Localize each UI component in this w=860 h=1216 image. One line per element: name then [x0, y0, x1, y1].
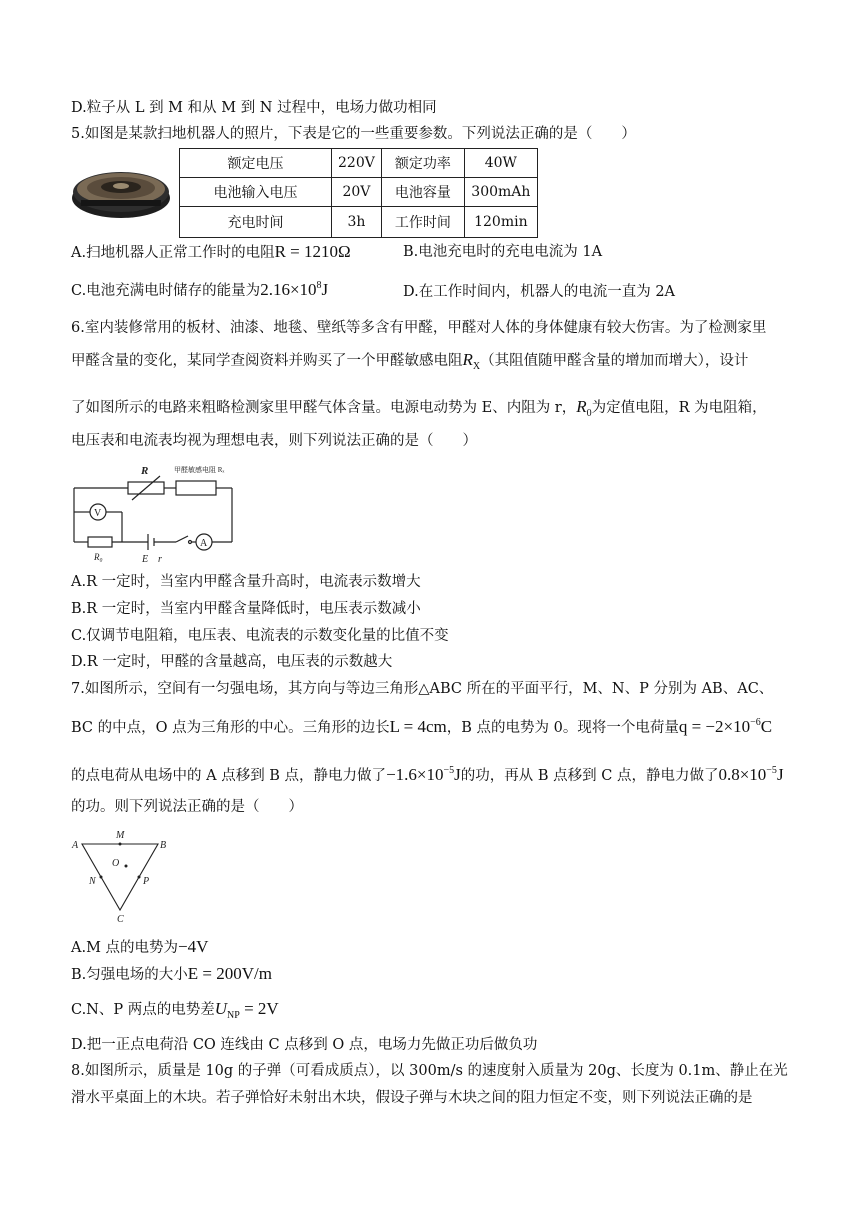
- q7-option-b: B.匀强电场的大小E = 200V/m: [71, 964, 272, 983]
- q6-option-a: A.R 一定时，当室内甲醛含量升高时，电流表示数增大: [71, 574, 421, 590]
- q4-option-d: D.粒子从 L 到 M 和从 M 到 N 过程中，电场力做功相同: [71, 100, 437, 116]
- midpoint-N: N: [89, 876, 96, 887]
- q7-stem-line2: BC 的中点，O 点为三角形的中心。三角形的边长L = 4cm，B 点的电势为 0。现将一个电荷量$q = -2\times 10^{-6}C$: [71, 717, 773, 736]
- table-cell: 3h: [332, 207, 382, 238]
- q7-option-c: C.N、P 两点的电势差$U_{NP} = 2V$: [71, 999, 279, 1021]
- table-cell: 20V: [332, 178, 382, 207]
- q5-option-a: A.扫地机器人正常工作时的电阻R = 1210Ω: [71, 242, 351, 261]
- table-cell: 40W: [464, 149, 537, 178]
- q7-stem-line4: 的功。则下列说法正确的是（ ）: [71, 799, 303, 815]
- q6-stem-line3: 了如图所示的电路来粗略检测家里甲醛气体含量。电源电动势为 E、内阻为 r，$R_0$为定值电阻，R 为电阻箱，: [71, 397, 767, 419]
- q6-stem-line4: 电压表和电流表均视为理想电表，则下列说法正确的是（ ）: [71, 433, 477, 449]
- ammeter-label: A: [200, 538, 208, 549]
- robot-vacuum-photo: [71, 160, 171, 222]
- table-cell: 额定电压: [180, 149, 332, 178]
- table-cell: 电池输入电压: [180, 178, 332, 207]
- label-r: r: [158, 554, 162, 565]
- q6-option-b: B.R 一定时，当室内甲醛含量降低时，电压表示数减小: [71, 601, 421, 617]
- label-Rx: 甲醛敏感电阻 Rₓ: [174, 466, 225, 474]
- center-O: O: [112, 858, 120, 869]
- midpoint-P: P: [143, 876, 150, 887]
- label-R0: R₀: [94, 552, 103, 562]
- q5-stem: 5.如图是某款扫地机器人的照片，下表是它的一些重要参数。下列说法正确的是（ ）: [71, 126, 636, 142]
- label-E: E: [142, 554, 149, 565]
- q7-option-d: D.把一正点电荷沿 CO 连线由 C 点移到 O 点，电场力先做正功后做负功: [71, 1037, 538, 1053]
- label-R: R: [141, 465, 149, 477]
- q6-stem-line2: 甲醛含量的变化，某同学查阅资料并购买了一个甲醛敏感电阻$R_X$（其阻值随甲醛含量的增加而增大），设计: [71, 350, 749, 372]
- q6-option-d: D.R 一定时，甲醛的含量越高，电压表的示数越大: [71, 654, 393, 670]
- table-cell: 充电时间: [180, 207, 332, 238]
- q8-stem-line2: 滑水平桌面上的木块。若子弹恰好未射出木块，假设子弹与木块之间的阻力恒定不变，则下列说法正确的是: [71, 1090, 753, 1106]
- q6-circuit-diagram: [66, 460, 246, 570]
- q5-option-c: C.电池充满电时储存的能量为$2.16\times 10^8J$: [71, 280, 329, 299]
- voltmeter-label: V: [94, 508, 102, 519]
- table-cell: 220V: [332, 149, 382, 178]
- vertex-B: B: [160, 840, 167, 851]
- table-cell: 额定功率: [381, 149, 464, 178]
- q8-stem-line1: 8.如图所示，质量是 10g 的子弹（可看成质点），以 300m/s 的速度射入质量为 20g、长度为 0.1m、静止在光: [71, 1063, 788, 1079]
- midpoint-M: M: [116, 830, 125, 841]
- q7-stem-line3: 的点电荷从电场中的 A 点移到 B 点，静电力做了$-1.6\times 10^{-5}J$的功，再从 B 点移到 C 点，静电力做了$0.8\times 10^{-5}J$: [71, 765, 784, 784]
- q7-triangle-diagram: [66, 826, 176, 926]
- q6-option-c: C.仅调节电阻箱，电压表、电流表的示数变化量的比值不变: [71, 628, 449, 644]
- q5-option-b: B.电池充电时的充电电流为 1A: [403, 244, 603, 260]
- q5-option-d: D.在工作时间内，机器人的电流一直为 2A: [403, 284, 676, 300]
- table-cell: 300mAh: [464, 178, 537, 207]
- q6-stem-line1: 6.室内装修常用的板材、油漆、地毯、壁纸等多含有甲醛，甲醛对人体的身体健康有较大伤害。为了检测家里: [71, 320, 767, 336]
- q5-parameter-table: [179, 148, 538, 238]
- q7-option-a: A.M 点的电势为−4V: [71, 937, 209, 956]
- table-cell: 电池容量: [381, 178, 464, 207]
- vertex-C: C: [117, 914, 124, 925]
- q7-stem-line1: 7.如图所示，空间有一匀强电场，其方向与等边三角形△ABC 所在的平面平行，M、N、P 分别为 AB、AC、: [71, 681, 774, 697]
- table-cell: 120min: [464, 207, 537, 238]
- table-cell: 工作时间: [381, 207, 464, 238]
- vertex-A: A: [72, 840, 79, 851]
